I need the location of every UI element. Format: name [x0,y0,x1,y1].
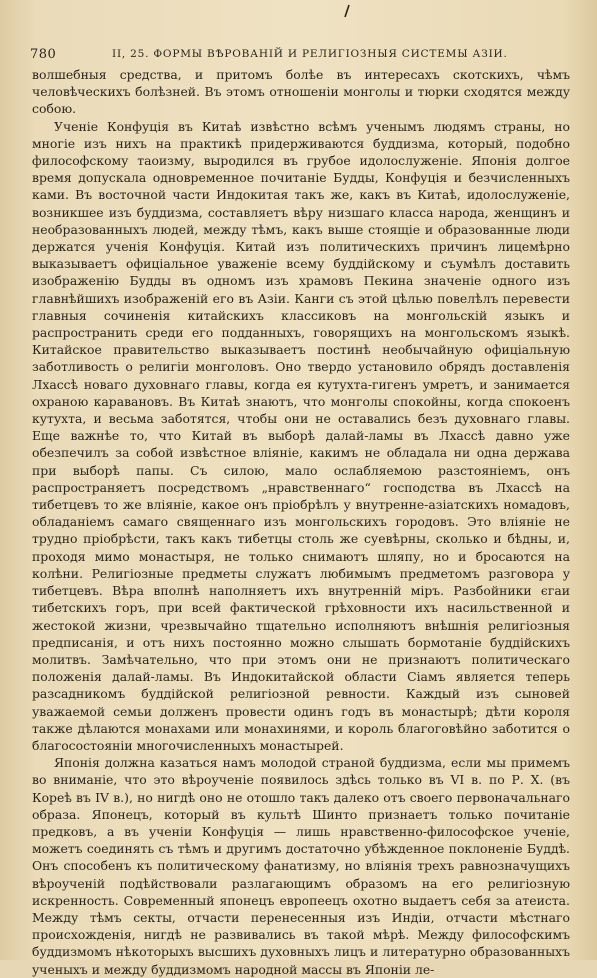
running-head: II, 25. ФОРМЫ ВѢРОВАНІЙ И РЕЛИГІОЗНЫЯ СИСТЕМЫ АЗІИ. [112,48,508,60]
paragraph: Ученіе Конфуція въ Китаѣ извѣстно всѣмъ ученымъ людямъ страны, но многіе изъ нихъ на практикѣ придерживаются буддизма, который, подобно философскому таоизму, выродился въ грубое идолослуженіе. Японія долгое время допускала одновременное почитаніе Будды, Конфуція и безчисленныхъ ками. Въ восточной части Индокитая такъ же, какъ въ Китаѣ, идолослуженіе, возникшее изъ буддизма, составляетъ вѣру низшаго класса народа, женщинъ и необразованныхъ людей, между тѣмъ, какъ выше стоящіе и образованные люди держатся ученія Конфуція. Китай изъ политическихъ причинъ лицемѣрно выказываетъ офиціальное уваженіе всему буддійскому и съумѣлъ доставить изображенію Будды въ одномъ изъ храмовъ Пекина значеніе одного изъ главнѣйшихъ изображеній его въ Азіи. Канги съ этой цѣлью повелѣлъ перевести главныя сочиненія китайскихъ классиковъ на монгольскій языкъ и распространить среди его подданныхъ, говорящихъ на монгольскомъ языкѣ. Китайское правительство выказываетъ постинѣ необычайную офиціальную заботливость о религіи монголовъ. Оно твердо установило обрядъ доставленія Лхассѣ новаго духовнаго главы, когда ея кутухта-гигенъ умретъ, и занимается охраною каравановъ. Въ Китаѣ знаютъ, что монголы спокойны, когда спокоенъ кутухта, и весьма заботятся, чтобы они не оставались безъ духовнаго главы. Еще важнѣе то, что Китай въ выборѣ далай-ламы въ Лхассѣ давно уже обезпечилъ за собой извѣстное вліяніе, какимъ не обладала ни одна держава при выборѣ папы. Съ силою, мало ослабляемою разстояніемъ, онъ распространяетъ посредствомъ „нравственнаго“ господства въ Лхассѣ на тибетцевъ то же вліяніе, какое онъ пріобрѣлъ у внутренне-азіатскихъ номадовъ, обладаніемъ самаго священнаго изъ монгольскихъ городовъ. Это вліяніе не трудно пріобрѣсти, такъ какъ тибетцы столь же суевѣрны, сколько и бѣдны, и, проходя мимо монастыря, не только снимаютъ шляпу, но и бросаются на колѣни. Религіозные предметы служатъ любимымъ предметомъ разговора у тибетцевъ. Вѣра вполнѣ наполняетъ ихъ внутренній міръ. Разбойники єгаи тибетскихъ горъ, при всей фактической грѣховности ихъ насильственной и жестокой жизни, чрезвычайно тщательно исполняютъ внѣшнія религіозныя предписанія, и отъ нихъ постоянно можно слышать бормотаніе буддійскихъ молитвъ. Замѣчательно, что при этомъ они не признаютъ политическаго положенія далай-ламы. Въ Индокитайской области Сіамъ является теперь разсадникомъ буддійской религіозной ревности. Каждый изъ сыновей уважаемой семьи долженъ провести одинъ годъ въ монастырѣ; дѣти короля также дѣлаются монахами или монахинями, и король благоговѣйно заботится о благосостояніи многочисленныхъ монастырей. [32,118,570,753]
pen-mark-icon [340,4,354,18]
page-number: 780 [30,47,57,62]
paragraph: Японія должна казаться намъ молодой страной буддизма, если мы примемъ во вниманіе, что это вѣроученіе появилось здѣсь только въ VI в. по Р. X. (въ Кореѣ въ IV в.), но нигдѣ оно не отошло такъ далеко отъ своего первоначальнаго образа. Японецъ, который въ культѣ Шинто признаетъ только почитаніе предковъ, а въ ученіи Конфуція — лишь нравственно-философское ученіе, можетъ соединять съ тѣмъ и другимъ достаточно убѣжденное поклоненіе Буддѣ. Онъ способенъ къ политическому фанатизму, но вліянія трехъ равнозначущихъ вѣроученій подѣйствовали разлагающимъ образомъ на его религіозную искренность. Современный японецъ европеецъ охотно выдаетъ себя за атеиста. Между тѣмъ секты, отчасти перенесенныя изъ Индіи, отчасти мѣстнаго происхожденія, нигдѣ не развивались въ такой мѣрѣ. Между философскимъ буддизмомъ нѣкоторыхъ высшихъ духовныхъ лицъ и литературно образованныхъ ученыхъ и между буддизмомъ народной массы въ Японіи ле- [32,755,570,977]
paragraph: волшебныя средства, и притомъ болѣе въ интересахъ скотскихъ, чѣмъ человѣческихъ болѣзней. Въ этомъ отношеніи монголы и тюрки сходятся между собою. [32,67,570,117]
body-text [32,66,570,978]
page-header [30,47,571,65]
